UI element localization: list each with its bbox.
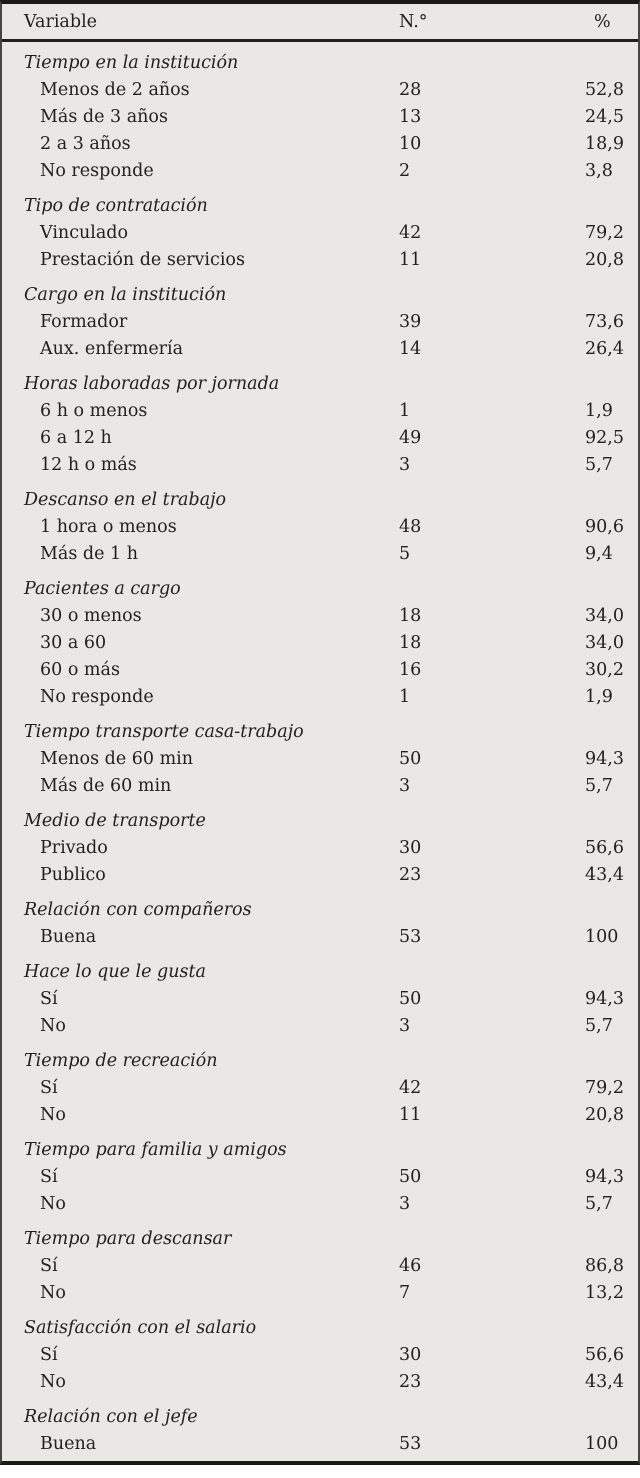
variable-group [2,479,638,568]
table-row [2,1164,638,1191]
group-label: Pacientes a cargo [24,579,181,599]
table-row [2,131,638,158]
group-rows [2,924,638,951]
table-body [2,42,638,1458]
group-rows [2,514,638,568]
table-row [2,986,638,1013]
row-variable: Vinculado [40,223,129,243]
column-header-percent: % [594,11,611,32]
group-label: Relación con compañeros [24,900,252,920]
table-row [2,603,638,630]
row-percent-value: 100 [585,1434,619,1454]
row-percent-value: 30,2 [585,660,624,680]
row-variable: 2 a 3 años [40,134,131,154]
row-n-value: 28 [399,80,422,100]
group-label: Relación con el jefe [24,1407,198,1427]
row-n-value: 30 [399,1345,422,1365]
row-variable: Prestación de servicios [40,250,245,270]
row-variable: No responde [40,161,154,181]
table-row [2,77,638,104]
row-percent-value: 26,4 [585,339,624,359]
table-row [2,773,638,800]
column-header-n: N.° [399,11,428,32]
row-n-value: 11 [399,250,422,270]
table-row [2,104,638,131]
row-n-value: 49 [399,428,422,448]
row-variable: Sí [40,1078,58,1098]
row-percent-value: 92,5 [585,428,624,448]
row-percent-value: 13,2 [585,1283,624,1303]
row-n-value: 13 [399,107,422,127]
row-variable: No responde [40,687,154,707]
row-variable: Sí [40,1345,58,1365]
row-percent-value: 20,8 [585,250,624,270]
row-percent-value: 1,9 [585,401,613,421]
table-row [2,336,638,363]
row-percent-value: 73,6 [585,312,624,332]
row-variable: Privado [40,838,108,858]
group-rows [2,603,638,711]
row-n-value: 16 [399,660,422,680]
variable-group [2,42,638,185]
group-label: Satisfacción con el salario [24,1318,257,1338]
row-variable: No [40,1283,66,1303]
group-label: Tiempo para familia y amigos [24,1140,287,1160]
row-n-value: 50 [399,989,422,1009]
row-n-value: 50 [399,1167,422,1187]
row-n-value: 50 [399,749,422,769]
row-n-value: 3 [399,776,411,796]
row-percent-value: 3,8 [585,161,613,181]
group-rows [2,1075,638,1129]
row-n-value: 14 [399,339,422,359]
variable-group [2,185,638,274]
table-row [2,1431,638,1458]
group-rows [2,1431,638,1458]
row-variable: 12 h o más [40,455,137,475]
row-variable: Más de 3 años [40,107,168,127]
row-variable: Sí [40,989,58,1009]
row-percent-value: 94,3 [585,749,624,769]
table-row [2,1075,638,1102]
group-rows [2,1164,638,1218]
row-percent-value: 79,2 [585,1078,624,1098]
table-row [2,924,638,951]
row-variable: Más de 60 min [40,776,172,796]
row-percent-value: 43,4 [585,865,624,885]
group-rows [2,398,638,479]
group-rows [2,220,638,274]
row-percent-value: 94,3 [585,1167,624,1187]
table-row [2,1013,638,1040]
row-percent-value: 56,6 [585,1345,624,1365]
row-n-value: 23 [399,1372,422,1392]
group-rows [2,77,638,185]
table-row [2,220,638,247]
row-percent-value: 94,3 [585,989,624,1009]
row-n-value: 3 [399,455,411,475]
row-percent-value: 18,9 [585,134,624,154]
variable-group [2,1218,638,1307]
table-row [2,630,638,657]
row-variable: No [40,1372,66,1392]
row-n-value: 1 [399,687,411,707]
row-n-value: 10 [399,134,422,154]
row-variable: Menos de 60 min [40,749,194,769]
row-n-value: 42 [399,223,422,243]
group-label: Tipo de contratación [24,196,208,216]
row-percent-value: 9,4 [585,544,613,564]
table-row [2,684,638,711]
row-variable: No [40,1194,66,1214]
row-variable: Aux. enfermería [40,339,184,359]
row-percent-value: 5,7 [585,1016,613,1036]
group-rows [2,986,638,1040]
row-percent-value: 86,8 [585,1256,624,1276]
row-variable: Buena [40,927,97,947]
row-n-value: 3 [399,1016,411,1036]
variable-group [2,800,638,889]
row-n-value: 1 [399,401,411,421]
group-rows [2,746,638,800]
group-label: Tiempo de recreación [24,1051,218,1071]
row-n-value: 53 [399,1434,422,1454]
row-n-value: 18 [399,606,422,626]
variable-group [2,889,638,951]
group-label: Horas laboradas por jornada [24,374,280,394]
row-percent-value: 5,7 [585,1194,613,1214]
row-variable: Sí [40,1167,58,1187]
table-header-row [2,4,638,42]
row-percent-value: 34,0 [585,606,624,626]
row-n-value: 11 [399,1105,422,1125]
variable-group [2,568,638,711]
group-label: Hace lo que le gusta [24,962,206,982]
group-label: Descanso en el trabajo [24,490,227,510]
table-row [2,1369,638,1396]
group-label: Medio de transporte [24,811,206,831]
table-row [2,309,638,336]
row-variable: Buena [40,1434,97,1454]
variable-group [2,274,638,363]
row-percent-value: 52,8 [585,80,624,100]
row-n-value: 53 [399,927,422,947]
table-row [2,541,638,568]
row-percent-value: 5,7 [585,776,613,796]
table-row [2,1280,638,1307]
row-variable: Publico [40,865,106,885]
row-variable: No [40,1105,66,1125]
group-label: Tiempo para descansar [24,1229,232,1249]
variable-group [2,363,638,479]
row-percent-value: 34,0 [585,633,624,653]
row-variable: Sí [40,1256,58,1276]
row-percent-value: 100 [585,927,619,947]
row-n-value: 5 [399,544,411,564]
row-n-value: 23 [399,865,422,885]
row-n-value: 2 [399,161,411,181]
group-rows [2,1253,638,1307]
row-percent-value: 56,6 [585,838,624,858]
group-label: Cargo en la institución [24,285,227,305]
row-variable: 30 a 60 [40,633,107,653]
group-rows [2,1342,638,1396]
table-row [2,247,638,274]
table-row [2,1191,638,1218]
table-row [2,746,638,773]
row-percent-value: 43,4 [585,1372,624,1392]
group-label: Tiempo en la institución [24,53,239,73]
row-n-value: 39 [399,312,422,332]
variable-group [2,1307,638,1396]
table-row [2,158,638,185]
table-row [2,398,638,425]
row-n-value: 30 [399,838,422,858]
table-row [2,835,638,862]
row-n-value: 18 [399,633,422,653]
variable-group [2,951,638,1040]
row-n-value: 7 [399,1283,411,1303]
table-row [2,657,638,684]
row-variable: No [40,1016,66,1036]
variable-group [2,711,638,800]
table-row [2,862,638,889]
row-variable: 6 h o menos [40,401,148,421]
row-n-value: 48 [399,517,422,537]
group-label: Tiempo transporte casa-trabajo [24,722,304,742]
row-variable: 6 a 12 h [40,428,112,448]
row-percent-value: 90,6 [585,517,624,537]
row-variable: 30 o menos [40,606,142,626]
variable-group [2,1040,638,1129]
row-percent-value: 79,2 [585,223,624,243]
table-row [2,1102,638,1129]
table-row [2,425,638,452]
variable-group [2,1396,638,1458]
row-n-value: 46 [399,1256,422,1276]
row-n-value: 3 [399,1194,411,1214]
row-variable: Menos de 2 años [40,80,190,100]
variable-group [2,1129,638,1218]
row-variable: 60 o más [40,660,120,680]
column-header-variable: Variable [24,11,98,32]
table-row [2,452,638,479]
group-rows [2,835,638,889]
group-rows [2,309,638,363]
row-percent-value: 5,7 [585,455,613,475]
row-n-value: 42 [399,1078,422,1098]
row-variable: Más de 1 h [40,544,138,564]
table-row [2,1342,638,1369]
row-percent-value: 24,5 [585,107,624,127]
row-variable: Formador [40,312,128,332]
row-variable: 1 hora o menos [40,517,177,537]
row-percent-value: 20,8 [585,1105,624,1125]
row-percent-value: 1,9 [585,687,613,707]
table-row [2,514,638,541]
table-row [2,1253,638,1280]
